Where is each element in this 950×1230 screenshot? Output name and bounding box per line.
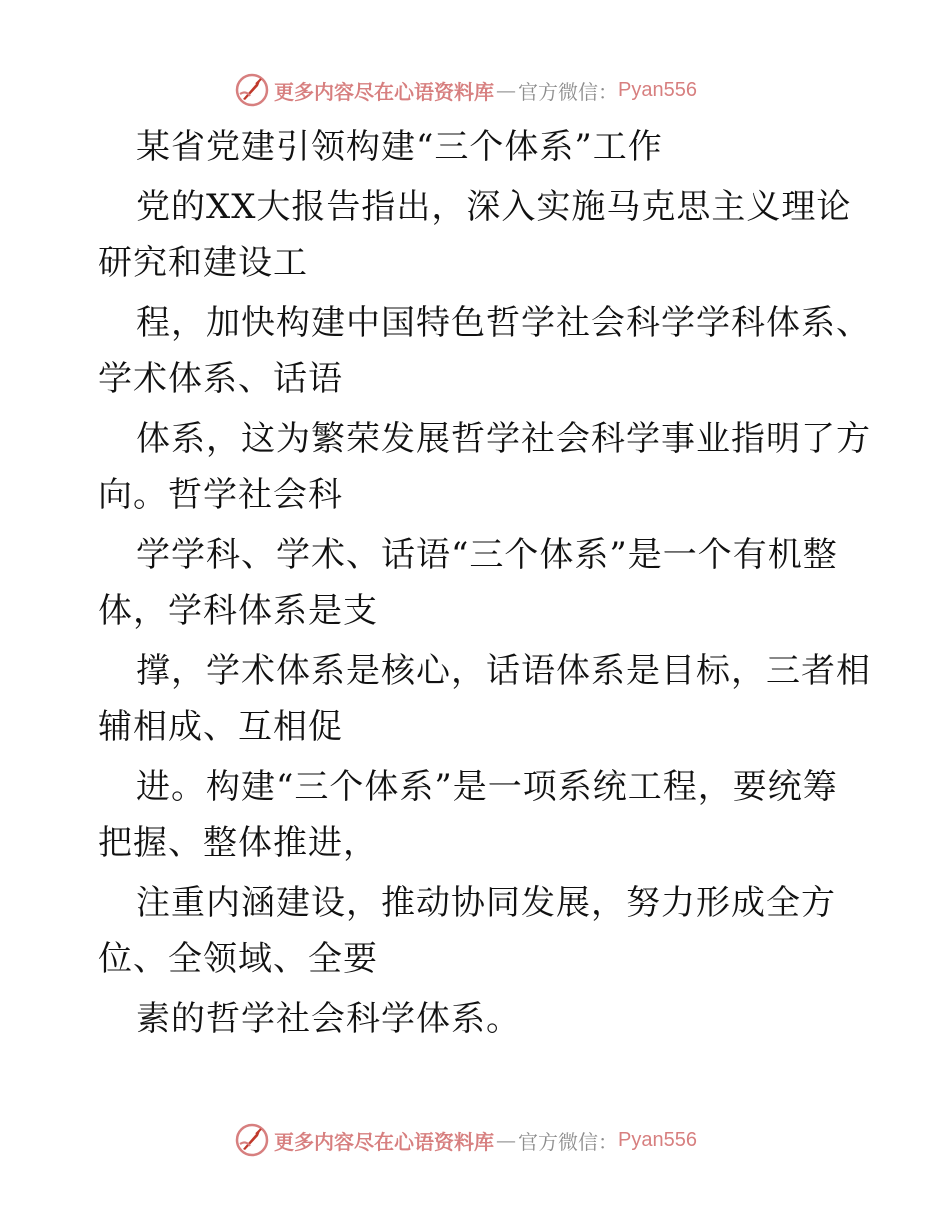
paragraph-line: 向。哲学社会科	[98, 475, 343, 515]
watermark-wechat-id: Pyan556	[618, 78, 697, 101]
paragraph-line: 把握、整体推进，	[98, 823, 378, 863]
paragraph-line: 撑，学术体系是核心，话语体系是目标，三者相	[136, 651, 871, 691]
quill-pen-logo-icon	[234, 72, 270, 108]
watermark-dash: —	[496, 1128, 516, 1152]
paragraph-line: 研究和建设工	[98, 243, 308, 283]
paragraph-line: 辅相成、互相促	[98, 707, 343, 747]
paragraph-line: 位、全领域、全要	[98, 939, 378, 979]
quill-pen-logo-icon	[234, 1122, 270, 1158]
watermark-dash: —	[496, 78, 516, 102]
paragraph-line: 素的哲学社会科学体系。	[136, 999, 521, 1039]
paragraph-line: 体，学科体系是支	[98, 591, 378, 631]
footer-watermark	[234, 1120, 697, 1160]
paragraph-line: 体系，这为繁荣发展哲学社会科学事业指明了方	[136, 419, 871, 459]
paragraph-line: 党的XX大报告指出，深入实施马克思主义理论	[136, 187, 852, 227]
paragraph-line: 学术体系、话语	[98, 359, 343, 399]
watermark-text: 更多内容尽在心语资料库	[274, 79, 494, 104]
document-title: 某省党建引领构建“三个体系”工作	[136, 127, 663, 167]
header-watermark	[234, 70, 697, 110]
paragraph-line: 程，加快构建中国特色哲学社会科学学科体系、	[136, 303, 871, 343]
paragraph-line: 进。构建“三个体系”是一项系统工程，要统筹	[136, 767, 838, 807]
paragraph-line: 注重内涵建设，推动协同发展，努力形成全方	[136, 883, 836, 923]
watermark-official-label: 官方微信：	[518, 79, 618, 104]
watermark-text: 更多内容尽在心语资料库	[274, 1129, 494, 1154]
paragraph-line: 学学科、学术、话语“三个体系”是一个有机整	[136, 535, 838, 575]
watermark-official-label: 官方微信：	[518, 1129, 618, 1154]
watermark-wechat-id: Pyan556	[618, 1128, 697, 1151]
